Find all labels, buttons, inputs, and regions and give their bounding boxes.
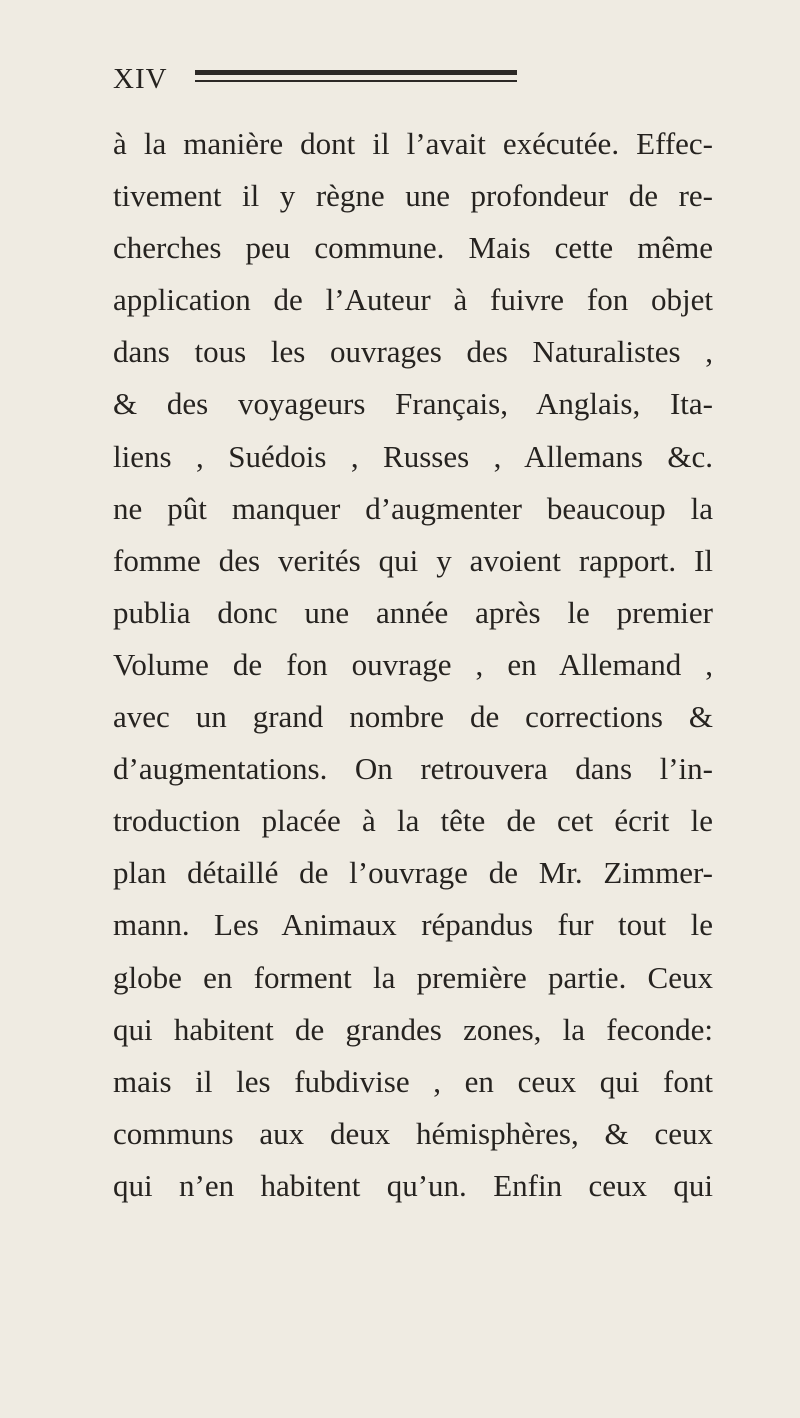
- text-line: dans tous les ouvrages des Naturalistes ,: [113, 334, 713, 370]
- text-line: ne pût manquer d’augmenter beaucoup la: [113, 490, 713, 526]
- page-number: XIV: [113, 63, 168, 95]
- text-line: publia donc une année après le premier: [113, 594, 713, 630]
- text-line: & des voyageurs Français, Anglais, Ita-: [113, 386, 713, 422]
- text-line: à la manière dont il l’avait exécutée. Effec-: [113, 126, 713, 161]
- text-line: Volume de fon ouvrage , en Allemand ,: [113, 646, 713, 682]
- text-line: application de l’Auteur à fuivre fon objet: [113, 282, 713, 318]
- header-rule-thin: [195, 80, 517, 82]
- text-line: communs aux deux hémisphères, & ceux: [113, 1115, 713, 1151]
- header-rule-thick: [195, 70, 517, 75]
- text-line: liens , Suédois , Russes , Allemans &c.: [113, 438, 713, 474]
- page-header: [113, 62, 533, 102]
- text-line: mais il les fubdivise , en ceux qui font: [113, 1063, 713, 1099]
- text-line: cherches peu commune. Mais cette même: [113, 230, 713, 266]
- text-line: troduction placée à la tête de cet écrit le: [113, 803, 713, 839]
- text-line: qui n’en habitent qu’un. Enfin ceux qui: [113, 1167, 713, 1203]
- text-line: globe en forment la première partie. Ceux: [113, 959, 713, 995]
- body-text: [113, 118, 713, 1212]
- text-line: fomme des verités qui y avoient rapport. Il: [113, 542, 713, 578]
- header-rule-ornament: [195, 68, 517, 86]
- text-line: tivement il y règne une profondeur de re-: [113, 178, 713, 214]
- text-line: mann. Les Animaux répandus fur tout le: [113, 907, 713, 943]
- text-line: avec un grand nombre de corrections &: [113, 699, 713, 735]
- text-line: d’augmentations. On retrouvera dans l’in-: [113, 751, 713, 787]
- text-line: plan détaillé de l’ouvrage de Mr. Zimmer-: [113, 855, 713, 891]
- text-line: qui habitent de grandes zones, la feconde:: [113, 1011, 713, 1047]
